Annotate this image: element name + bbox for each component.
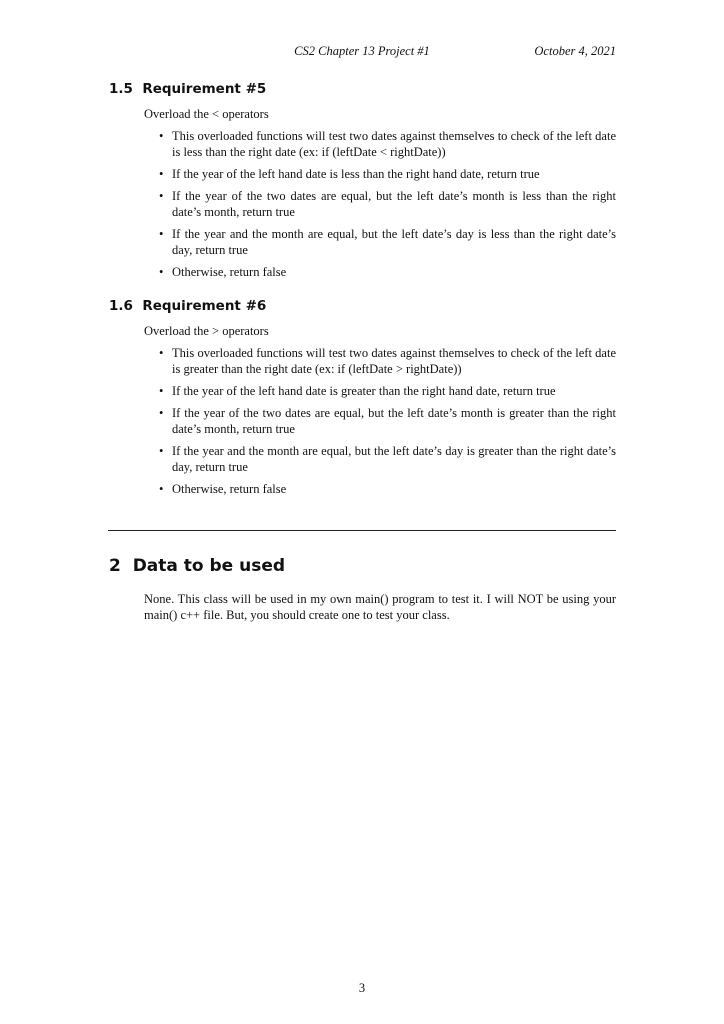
bullet-icon: •: [159, 265, 164, 279]
page-number: 3: [358, 981, 366, 995]
running-header-title: CS2 Chapter 13 Project #1: [294, 44, 430, 58]
running-header-date: October 4, 2021: [534, 44, 616, 58]
section-number: 1.6: [109, 298, 133, 314]
bullet-icon: •: [159, 346, 164, 360]
section-title: Requirement #5: [142, 81, 267, 97]
section-2-paragraph: None. This class will be used in my own main() program to test it. I will NOT be using your main() c++ file. But, you should create one to test your class.: [144, 592, 616, 622]
section-1-5-intro: Overload the < operators: [144, 107, 269, 121]
section-title: Data to be used: [132, 556, 286, 576]
section-1-6-bullets: [144, 345, 616, 503]
list-item: • If the year of the left hand date is greater than the right hand date, return true: [159, 384, 556, 398]
horizontal-rule: [108, 530, 616, 531]
bullet-icon: •: [159, 406, 164, 420]
bullet-icon: •: [159, 482, 164, 496]
list-item: • Otherwise, return false: [159, 482, 287, 496]
section-number: 1.5: [109, 81, 133, 97]
list-item: • If the year and the month are equal, but the left date’s day is less than the right date’s day, return true: [159, 227, 616, 257]
list-item: • If the year of the two dates are equal, but the left date’s month is less than the right date’s month, return true: [159, 189, 616, 219]
bullet-icon: •: [159, 167, 164, 181]
bullet-icon: •: [159, 189, 164, 203]
bullet-icon: •: [159, 129, 164, 143]
list-item: • If the year and the month are equal, but the left date’s day is greater than the right date’s day, return true: [159, 444, 616, 474]
list-item: • This overloaded functions will test two dates against themselves to check of the left date is greater than the right date (ex: if (leftDate > rightDate)): [159, 346, 616, 376]
section-number: 2: [109, 556, 121, 576]
section-1-6-heading: [109, 298, 266, 314]
bullet-icon: •: [159, 227, 164, 241]
list-item: • Otherwise, return false: [159, 265, 287, 279]
list-item: • If the year of the left hand date is less than the right hand date, return true: [159, 167, 540, 181]
section-1-5-heading: [109, 81, 266, 97]
section-1-5-bullets: [144, 128, 616, 286]
bullet-icon: •: [159, 384, 164, 398]
section-2-heading: [109, 556, 285, 576]
section-title: Requirement #6: [142, 298, 267, 314]
list-item: • This overloaded functions will test two dates against themselves to check of the left date is less than the right date (ex: if (leftDate < rightDate)): [159, 129, 616, 159]
bullet-icon: •: [159, 444, 164, 458]
section-1-6-intro: Overload the > operators: [144, 324, 269, 338]
list-item: • If the year of the two dates are equal, but the left date’s month is greater than the right date’s month, return true: [159, 406, 616, 436]
